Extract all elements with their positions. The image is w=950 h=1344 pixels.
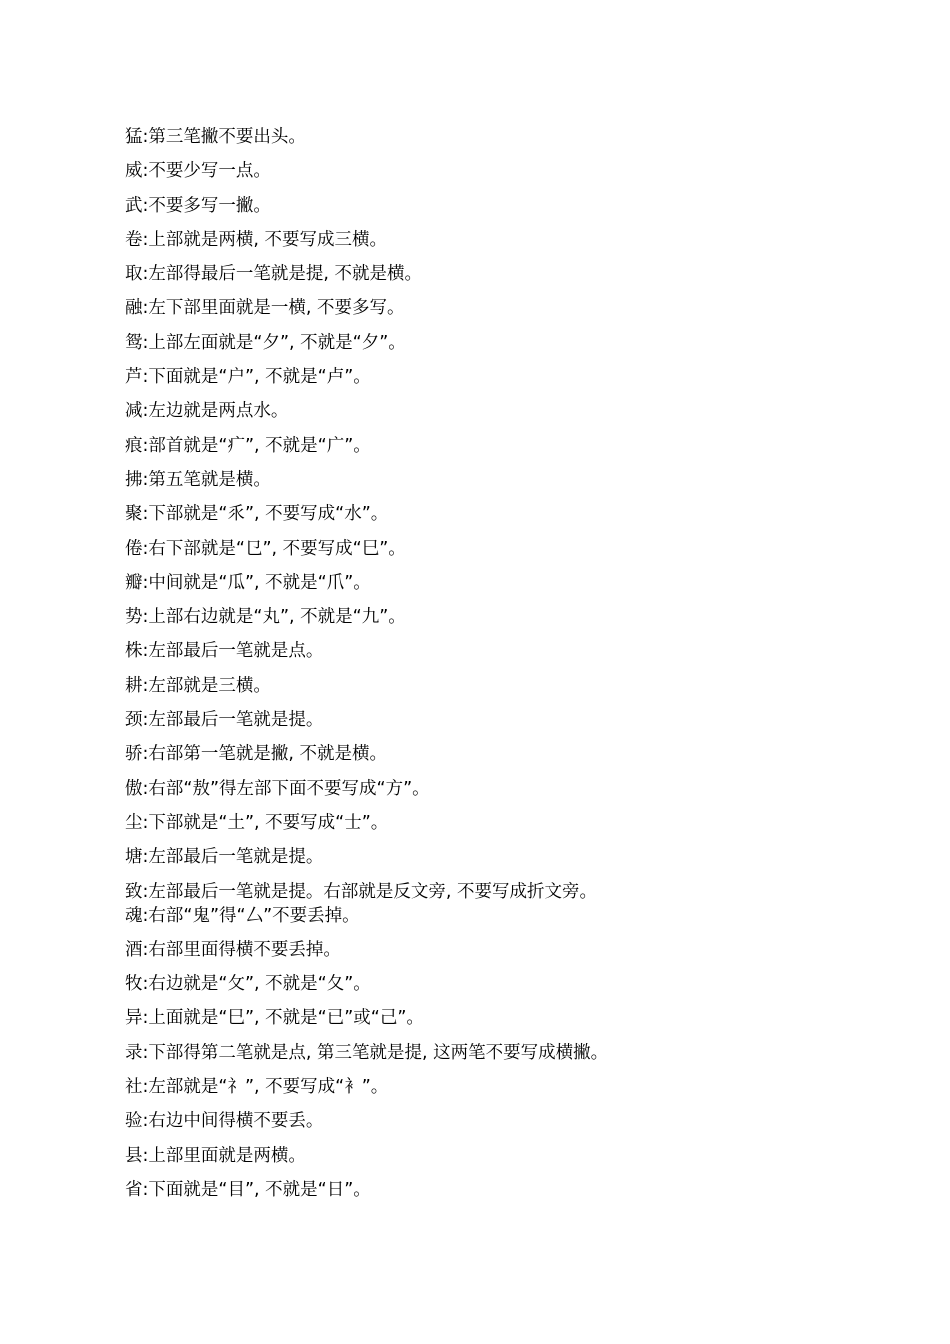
note-line: 尘:下部就是“土”, 不要写成“士”。 <box>125 812 389 833</box>
note-line: 耕:左部就是三横。 <box>125 675 271 696</box>
note-line: 魂:右部“鬼”得“厶”不要丢掉。 <box>125 905 360 926</box>
note-line: 酒:右部里面得横不要丢掉。 <box>125 939 341 960</box>
note-line: 社:左部就是“礻”, 不要写成“衤”。 <box>125 1077 389 1098</box>
note-line: 省:下面就是“目”, 不就是“日”。 <box>125 1179 371 1200</box>
note-line: 骄:右部第一笔就是撇, 不就是横。 <box>125 744 388 765</box>
note-line: 县:上部里面就是两横。 <box>125 1145 306 1166</box>
note-line: 减:左边就是两点水。 <box>125 401 289 422</box>
note-line: 塘:左部最后一笔就是提。 <box>125 847 324 868</box>
note-line: 异:上面就是“巳”, 不就是“已”或“己”。 <box>125 1008 424 1029</box>
note-line: 威:不要少写一点。 <box>125 161 271 182</box>
note-line: 痕:部首就是“疒”, 不就是“广”。 <box>125 435 371 456</box>
note-line: 芦:下面就是“户”, 不就是“卢”。 <box>125 367 371 388</box>
note-line: 势:上部右边就是“丸”, 不就是“九”。 <box>125 607 406 628</box>
note-line: 卷:上部就是两横, 不要写成三横。 <box>125 229 388 250</box>
note-line: 牧:右边就是“攵”, 不就是“夂”。 <box>125 974 371 995</box>
note-line: 鸳:上部左面就是“夕”, 不就是“夕”。 <box>125 332 406 353</box>
note-line: 瓣:中间就是“瓜”, 不就是“爪”。 <box>125 572 371 593</box>
note-list <box>125 124 885 1211</box>
note-line: 致:左部最后一笔就是提。右部就是反文旁, 不要写成折文旁。 <box>125 881 598 902</box>
note-line: 株:左部最后一笔就是点。 <box>125 641 324 662</box>
note-line: 拂:第五笔就是横。 <box>125 469 271 490</box>
note-line: 颈:左部最后一笔就是提。 <box>125 710 324 731</box>
note-line: 武:不要多写一撇。 <box>125 195 271 216</box>
note-line: 取:左部得最后一笔就是提, 不就是横。 <box>125 264 423 285</box>
note-line: 猛:第三笔撇不要出头。 <box>125 127 306 147</box>
note-line: 融:左下部里面就是一横, 不要多写。 <box>125 298 405 319</box>
note-line: 傲:右部“敖”得左部下面不要写成“方”。 <box>125 778 430 799</box>
note-line: 倦:右下部就是“㔾”, 不要写成“巳”。 <box>125 538 406 559</box>
note-line: 验:右边中间得横不要丢。 <box>125 1111 324 1132</box>
note-line: 录:下部得第二笔就是点, 第三笔就是提, 这两笔不要写成横撇。 <box>125 1042 609 1063</box>
note-line: 聚:下部就是“乑”, 不要写成“水”。 <box>125 504 389 525</box>
